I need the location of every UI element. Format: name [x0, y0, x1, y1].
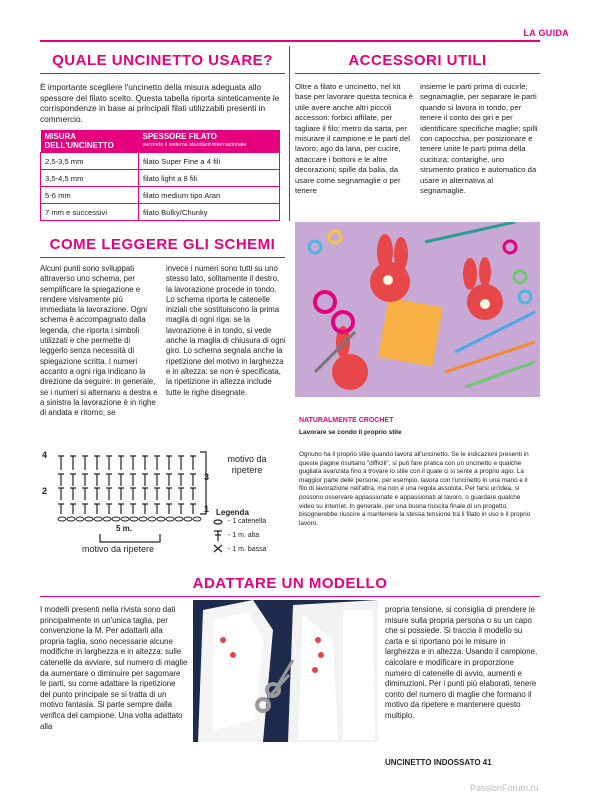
chain-symbol-icon — [214, 520, 222, 524]
single-crochet-symbol-icon — [214, 545, 222, 552]
row-number-1: 1 — [204, 504, 210, 514]
table-cell: 5-6 mm — [41, 187, 139, 204]
chain-row — [58, 517, 201, 521]
table-cell: filato Super Fine a 4 fili — [139, 153, 280, 170]
row-number-2: 2 — [42, 486, 48, 496]
horizontal-repeat-bracket — [100, 534, 160, 542]
accessories-photo — [295, 222, 540, 397]
crochet-chart — [40, 448, 280, 558]
adattare-col1: I modelli presenti nella rivista sono dati principalmente in un'unica taglia, per convenzione la M. Per adattarli alla propria taglia, sono necessarie alcune modifiche in larghezza e in altezza: sulle catenelle da avviare, sul numero di maglie da aumentare o diminuire per sagomare le parti, su come adattare la ripetizione del punto principale se si tratta di un motivo fantasia. Si parte sempre dalla verifica del campione. Una volta adattato alla — [40, 605, 188, 731]
page-number: 41 — [482, 758, 492, 767]
footer — [385, 758, 492, 767]
column-divider — [289, 46, 290, 221]
legend-item: - 1 m. bassa — [228, 546, 267, 553]
tip-title: NATURALMENTE CROCHET — [299, 417, 394, 424]
legend-item: - 1 catenella — [228, 518, 267, 525]
table-row — [41, 187, 280, 204]
table-cell: filato light a 8 fili — [139, 170, 280, 187]
repeat-stitch-count: 5 m. — [116, 524, 133, 533]
table-row — [41, 204, 280, 221]
crochet-tip-box — [295, 403, 540, 565]
horizontal-repeat-label: motivo da ripetere — [82, 544, 155, 554]
section-label: LA GUIDA — [523, 28, 569, 38]
schemi-col1: Alcuni punti sono sviluppati attraverso uno schema, per semplificare la spiegazione e rendere visivamente più immediata la lavorazione. Ogni schema è accompagnato dalla legenda, che riporta i simboli utilizzati e che permette di leggerlo senza necessità di spiegazione scritta. I numeri accanto a ogni riga indicano la direzione da seguire: in generale, se i numeri si alternano a destra e a sinistra la lavorazione è in righe di andata e ritorno; se — [40, 264, 158, 418]
accessori-col1: Oltre a filato e uncinetto, nel kit base per lavorare questa tecnica è utile avere anche altri piccoli accessori: forbici affilate, per tagliare il filo; metro da sarta, per misurare il campione e le parti del lavoro; ago da lana, per cucire, attaccare i bottoni e le altre decorazioni; spille da balia, da usare come segnamaglie o per tenere — [295, 82, 413, 196]
table-row — [41, 153, 280, 170]
table-cell: 7 mm e successivi — [41, 204, 139, 221]
uncinetto-rule — [40, 73, 285, 74]
double-crochet-symbol-icon — [214, 531, 222, 541]
stitch-row-upper — [58, 456, 196, 514]
adattare-title: ADATTARE UN MODELLO — [192, 575, 388, 592]
uncinetto-title: QUALE UNCINETTO USARE? — [52, 52, 273, 69]
vertical-repeat-label: motivo da ripetere — [227, 454, 267, 475]
accessori-title: ACCESSORI UTILI — [348, 52, 487, 69]
magazine-name: UNCINETTO INDOSSATO — [385, 758, 481, 767]
row-number-4: 4 — [42, 450, 48, 460]
tip-text: Ognuno ha il proprio stile quando lavora all'uncinetto. Se le indicazioni presenti in queste pagine risultano "difficili", si può fare pratica con un uncinetto e qualche gugliata avanzata fino a trovare lo stile con il quale ci si sente a proprio agio. La maggior parte delle persone, per esempio, lavora con l'uncinetto in una mano e il filo di lavorazione nell'altra, ma non è una regola assoluta. Per farsi un'idea, si possono osservare appassionate e appassionati al lavoro, o guardare qualche video su internet. In generale, per una buona riuscita finale di un progetto, bisognerebbe riuscire a mantenere la stessa tensione tra il filato in uso e il proprio lavoro. — [299, 451, 531, 527]
accessori-rule — [295, 73, 540, 74]
table-header-misura: MISURA DELL'UNCINETTO — [41, 130, 139, 153]
table-header-spessore-label: SPESSORE FILATO — [142, 132, 217, 141]
row-number-3: 3 — [204, 472, 210, 482]
pattern-photo — [193, 600, 378, 742]
table-header-spessore — [139, 130, 280, 153]
watermark: PassionForum.ru — [470, 783, 539, 793]
table-cell: filato medium tipo Aran — [139, 187, 280, 204]
pattern-photo-art — [193, 600, 378, 742]
adattare-rule — [40, 596, 540, 597]
uncinetto-intro: È importante scegliere l'uncinetto della misura adeguata allo spessore del filato scelto. Questa tabella riporta sinteticamente le corrispondenze in base ai principali filati utilizzabili presenti in commercio. — [40, 82, 280, 124]
table-cell: filato Bulky/Chunky — [139, 204, 280, 221]
top-rule — [40, 40, 540, 42]
legend-item: - 1 m. alta — [228, 532, 260, 539]
schemi-col2: invece i numeri sono tutti su uno stesso lato, solitamente il destro, la lavorazione procede in tondo. Lo schema riporta le catenelle iniziali che sostituiscono la prima maglia di ogni riga: se la lavorazione è in tondo, si vede anche la maglia di chiusura di ogni giro. Lo schema segnala anche la ripetizione del motivo in larghezza e in altezza: se non è specificata, la ripetizione in altezza include tutte le righe disegnate. — [166, 264, 286, 397]
table-cell: 2,5-3,5 mm — [41, 153, 139, 170]
tip-subtitle: Lavorare se condo il proprio stile — [299, 429, 402, 436]
schemi-title: COME LEGGERE GLI SCHEMI — [49, 236, 276, 253]
table-header-note: secondo il sistema standard internazionale — [142, 142, 247, 148]
schemi-rule — [40, 257, 285, 258]
legend-title: Legenda — [216, 508, 249, 517]
table-cell: 3,5-4,5 mm — [41, 170, 139, 187]
hook-size-table — [40, 130, 280, 221]
table-row — [41, 170, 280, 187]
adattare-col2: propria tensione, si consiglia di prendere le misure sulla propria persona o su un capo che si possiede. Si traccia il modello su carta e si riportano poi le misure in larghezza e in altezza. Usando il campione, calcolare e modificare in proporzione numero di catenelle di avvio, aumenti e diminuzioni. Per i punti più elaborati, tenere conto del numero di maglie che formano il motivo da ripetere e mantenere questo multiplo. — [385, 605, 538, 720]
accessori-col2: insieme le parti prima di cucirle; segnamaglie, per separare le parti quando si lavora in tondo, per tenere il conto dei giri e per identificare specifiche maglie; spilli con capocchia, per posizionare e tenere unite le parti prima della cucitura; contarighe, uno strumento pratico e automatico da usare in alternativa al segnamaglie. — [420, 82, 538, 196]
accessories-photo-art — [295, 222, 540, 397]
